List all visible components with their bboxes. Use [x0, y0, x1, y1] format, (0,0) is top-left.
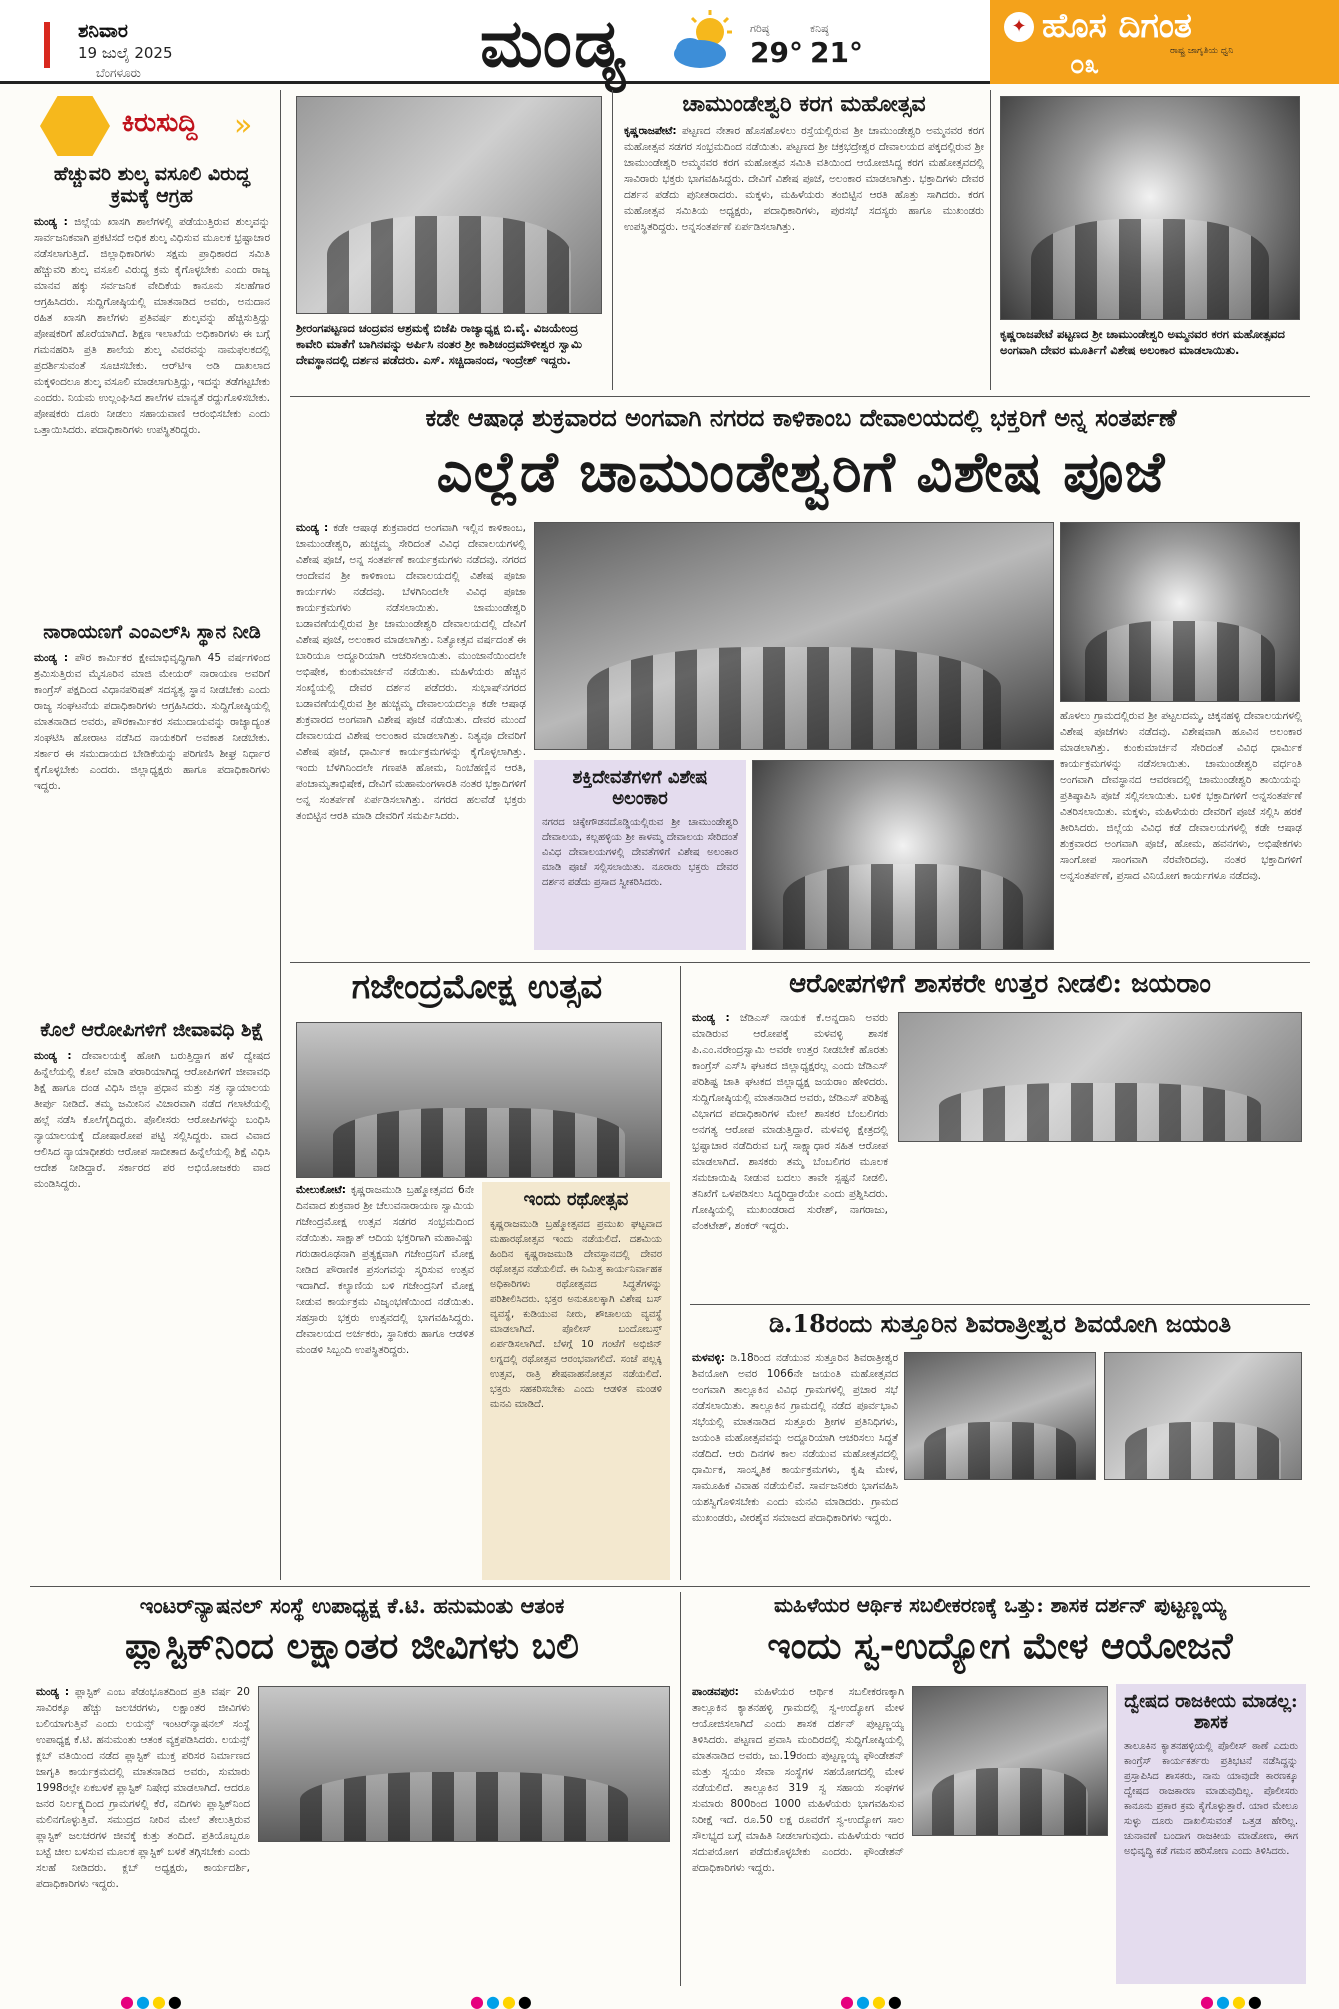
column-rule-bottom [680, 1592, 681, 1986]
photo-devotees-crowd [534, 522, 1054, 750]
shakti-body: ನಗರದ ಚಿಕ್ಕೇಗೌಡನದೊಡ್ಡಿಯಲ್ಲಿರುವ ಶ್ರೀ ಚಾಮುಂಡೇಶ್ವರಿ ದೇವಾಲಯ, ಕಲ್ಲಹಳ್ಳಿಯ ಶ್ರೀ ಕಾಳಮ್ಮ ದೇವಾಲಯ ಸೇರಿದಂತೆ ವಿವಿಧ ದೇವಾಲಯಗಳಲ್ಲಿ ದೇವತೆಗಳಿಗೆ ವಿಶೇಷ ಅಲಂಕಾರ ಮಾಡಿ ಪೂಜೆ ಸಲ್ಲಿಸಲಾಯಿತು. ನೂರಾರು ಭಕ್ತರು ದೇವರ ದರ್ಶನ ಪಡೆದು ಪ್ರಸಾದ ಸ್ವೀಕರಿಸಿದರು. [542, 817, 738, 889]
lead-right-body: ಹೊಳಲು ಗ್ರಾಮದಲ್ಲಿರುವ ಶ್ರೀ ಪಟ್ಟಲದಮ್ಮ, ಚಿಕ್ಕನಹಳ್ಳಿ ದೇವಾಲಯಗಳಲ್ಲಿ ವಿಶೇಷ ಪೂಜೆಗಳು ನಡೆದವು. ವಿಶೇಷವಾಗಿ ಹೂವಿನ ಅಲಂಕಾರ ಮಾಡಲಾಗಿತ್ತು. ಕುಂಕುಮಾರ್ಚನೆ ಸೇರಿದಂತೆ ವಿವಿಧ ಧಾರ್ಮಿಕ ಕಾರ್ಯಕ್ರಮಗಳನ್ನು ನಡೆಸಲಾಯಿತು. ಚಾಮುಂಡೇಶ್ವರಿ ವರ್ಧಂತಿ ಅಂಗವಾಗಿ ದೇವಸ್ಥಾನದ ಆವರಣದಲ್ಲಿ ಚಾಮುಂಡೇಶ್ವರಿ ತಾಯಿಯನ್ನು ಪ್ರತಿಷ್ಠಾಪಿಸಿ ಪೂಜೆ ಸಲ್ಲಿಸಲಾಯಿತು. ಬಳಿಕ ಭಕ್ತಾದಿಗಳಿಗೆ ಅನ್ನಸಂತರ್ಪಣೆ ವಿತರಿಸಲಾಯಿತು. ಮಕ್ಕಳು, ಮಹಿಳೆಯರು ದೇವರಿಗೆ ಪೂಜೆ ಸಲ್ಲಿಸಿ ಹರಕೆ ತೀರಿಸಿದರು. ಜಿಲ್ಲೆಯ ವಿವಿಧ ಕಡೆ ದೇವಾಲಯಗಳಲ್ಲಿ ಕಡೇ ಆಷಾಢ ಶುಕ್ರವಾರದ ಅಂಗವಾಗಿ ಪೂಜೆ, ಹೋಮ, ಹವನಗಳು, ಅಭಿಷೇಕಗಳು ಸಾಂಗೋಪ ಸಾಂಗವಾಗಿ ನೆರವೇರಿದವು. ನಂತರ ಭಕ್ತಾದಿಗಳಿಗೆ ಅನ್ನಸಂತರ್ಪಣೆ, ಪ್ರಸಾದ ವಿನಿಯೋಗ ಕಾರ್ಯಗಳೂ ನಡೆದವು. [1060, 710, 1302, 882]
brief-1 [34, 164, 270, 614]
rathotsava-headline: ಇಂದು ರಥೋತ್ಸವ [523, 1189, 629, 1210]
plastic-dateline: ಮಂಡ್ಯ : [36, 1686, 70, 1698]
karaga-dateline: ಕೃಷ್ಣರಾಜಪೇಟೆ: [624, 125, 677, 138]
max-temp-box [750, 22, 806, 69]
min-temp-box [810, 22, 866, 69]
print-registration-marks: ●●●● [470, 1992, 534, 2009]
karaga-article [624, 92, 984, 390]
lead-right-col [1060, 708, 1302, 960]
photo-karaga-idol [1000, 96, 1300, 320]
brief-1-body: ಜಿಲ್ಲೆಯ ಖಾಸಗಿ ಶಾಲೆಗಳಲ್ಲಿ ಪಡೆಯುತ್ತಿರುವ ಶುಲ್ಕವನ್ನು ಸಾರ್ವಜನಿಕವಾಗಿ ಪ್ರಕಟಿಸದೆ ಅಧಿಕ ಶುಲ್ಕ ವಿಧಿಸುವ ಮೂಲಕ ಭ್ರಷ್ಟಾಚಾರ ನಡೆಸಲಾಗುತ್ತಿದೆ. ಜಿಲ್ಲಾಧಿಕಾರಿಗಳು ಸಕ್ಷಮ ಪ್ರಾಧಿಕಾರದ ಸಮಿತಿ ಹೆಚ್ಚುವರಿ ಶುಲ್ಕ ವಸೂಲಿ ವಿರುದ್ಧ ಕ್ರಮ ಕೈಗೊಳ್ಳಬೇಕು ಎಂದು ರಾಜ್ಯ ಮಾನವ ಹಕ್ಕು ಸರ್ವಜನಿಕ ವೇದಿಕೆಯ ಕಾನೂನು ಸಲಹೆಗಾರ ಆಗ್ರಹಿಸಿದರು. ಸುದ್ದಿಗೋಷ್ಠಿಯಲ್ಲಿ ಮಾತನಾಡಿದ ಅವರು, ಅನುದಾನ ರಹಿತ ಖಾಸಗಿ ಶಾಲೆಗಳು ಪ್ರತಿವರ್ಷ ಶುಲ್ಕವನ್ನು ಹೆಚ್ಚಿಸುತ್ತಿದ್ದು ಪೋಷಕರಿಗೆ ಹೊರೆಯಾಗಿದೆ. ಶಿಕ್ಷಣ ಇಲಾಖೆಯ ಅಧಿಕಾರಿಗಳು ಈ ಬಗ್ಗೆ ಗಮನಹರಿಸಿ ಪ್ರತಿ ಶಾಲೆಯ ಶುಲ್ಕ ವಿವರವನ್ನು ನಾಮಫಲಕದಲ್ಲಿ ಪ್ರದರ್ಶಿಸುವಂತೆ ಸೂಚಿಸಬೇಕು. ಆರ್‌ಟಿಇ ಅಡಿ ದಾಖಲಾದ ಮಕ್ಕಳಿಂದಲೂ ಶುಲ್ಕ ವಸೂಲಿ ಮಾಡಲಾಗುತ್ತಿದ್ದು, ಇದನ್ನು ತಡೆಗಟ್ಟಬೇಕು ಎಂದರು. ನಿಯಮ ಉಲ್ಲಂಘಿಸಿದ ಶಾಲೆಗಳ ಮಾನ್ಯತೆ ರದ್ದುಗೊಳಿಸಬೇಕು. ಪೋಷಕರು ದೂರು ನೀಡಲು ಸಹಾಯವಾಣಿ ಆರಂಭಿಸಬೇಕು ಎಂದು ಒತ್ತಾಯಿಸಿದರು. ಪದಾಧಿಕಾರಿಗಳು ಉಪಸ್ಥಿತರಿದ್ದರು. [34, 215, 270, 436]
photo-goddess-alankara [1060, 522, 1300, 702]
issue-date: 19 ಜುಲೈ 2025 [78, 44, 173, 62]
page-number: ೦೩ [1070, 50, 1100, 80]
photo-gajendra-utsava [296, 1022, 662, 1178]
kiru-suddi-label: ಕಿರುಸುದ್ದಿ [122, 108, 198, 138]
column-rule-left [280, 90, 281, 1580]
section-title: ಮಂಡ್ಯ [480, 4, 628, 82]
photo-plastic-awareness [258, 1686, 670, 1842]
karaga-headline: ಚಾಮುಂಡೇಶ್ವರಿ ಕರಗ ಮಹೋತ್ಸವ [682, 92, 926, 117]
date-rule [44, 22, 50, 68]
shivayogi-body: ಡಿ.18ರಿಂದ ನಡೆಯುವ ಸುತ್ತೂರಿನ ಶಿವರಾತ್ರೀಶ್ವರ ಶಿವಯೋಗಿ ಅವರ 1066ನೇ ಜಯಂತಿ ಮಹೋತ್ಸವದ ಅಂಗವಾಗಿ ತಾಲ್ಲೂಕಿನ ವಿವಿಧ ಗ್ರಾಮಗಳಲ್ಲಿ ಪ್ರಚಾರ ಸಭೆ ನಡೆಸಲಾಯಿತು. ತಾಲ್ಲೂಕಿನ ಗ್ರಾಮದಲ್ಲಿ ನಡೆದ ಪೂರ್ವಭಾವಿ ಸಭೆಯಲ್ಲಿ ಮಾತನಾಡಿದ ಸುತ್ತೂರು ಶ್ರೀಗಳ ಪ್ರತಿನಿಧಿಗಳು, ಜಯಂತಿ ಮಹೋತ್ಸವವನ್ನು ಅದ್ದೂರಿಯಾಗಿ ಆಚರಿಸಲು ಸಿದ್ಧತೆ ನಡೆದಿದೆ. ಆರು ದಿನಗಳ ಕಾಲ ನಡೆಯುವ ಮಹೋತ್ಸವದಲ್ಲಿ ಧಾರ್ಮಿಕ, ಸಾಂಸ್ಕೃತಿಕ ಕಾರ್ಯಕ್ರಮಗಳು, ಕೃಷಿ ಮೇಳ, ಸಾಮೂಹಿಕ ವಿವಾಹ ನಡೆಯಲಿವೆ. ಸಾರ್ವಜನಿಕರು ಭಾಗವಹಿಸಿ ಯಶಸ್ವಿಗೊಳಿಸಬೇಕು ಎಂದು ಮನವಿ ಮಾಡಿದರು. ಗ್ರಾಮದ ಮುಖಂಡರು, ವೀರಶೈವ ಸಮಾಜದ ಪದಾಧಿಕಾರಿಗಳು ಇದ್ದರು. [692, 1352, 898, 1524]
row-rule-4 [30, 1586, 1310, 1587]
udyoga-body-col [692, 1684, 904, 1984]
masthead [0, 0, 1339, 84]
print-registration-marks: ●●●● [840, 1992, 904, 2009]
plastic-headline: ಪ್ಲಾಸ್ಟಿಕ್‌ನಿಂದ ಲಕ್ಷಾಂತರ ಜೀವಿಗಳು ಬಲಿ [125, 1626, 579, 1667]
row-rule-3 [690, 1304, 1310, 1305]
row-rule-2 [290, 962, 1310, 963]
udyoga-body: ಮಹಿಳೆಯರ ಆರ್ಥಿಕ ಸಬಲೀಕರಣಕ್ಕಾಗಿ ತಾಲ್ಲೂಕಿನ ಕ್ಯಾತನಹಳ್ಳಿ ಗ್ರಾಮದಲ್ಲಿ ಸ್ವ-ಉದ್ಯೋಗ ಮೇಳ ಆಯೋಜಿಸಲಾಗಿದೆ ಎಂದು ಶಾಸಕ ದರ್ಶನ್ ಪುಟ್ಟಣ್ಣಯ್ಯ ತಿಳಿಸಿದರು. ಪಟ್ಟಣದ ಪ್ರವಾಸಿ ಮಂದಿರದಲ್ಲಿ ಸುದ್ದಿಗೋಷ್ಠಿಯಲ್ಲಿ ಮಾತನಾಡಿದ ಅವರು, ಜು.19ರಂದು ಪುಟ್ಟಣ್ಣಯ್ಯ ಫೌಂಡೇಶನ್ ಮತ್ತು ಸ್ವಯಂ ಸೇವಾ ಸಂಸ್ಥೆಗಳ ಸಹಯೋಗದಲ್ಲಿ ಮೇಳ ನಡೆಯಲಿದೆ. ತಾಲ್ಲೂಕಿನ 319 ಸ್ವ ಸಹಾಯ ಸಂಘಗಳ ಸುಮಾರು 800ರಿಂದ 1000 ಮಹಿಳೆಯರು ಭಾಗವಹಿಸುವ ನಿರೀಕ್ಷೆ ಇದೆ. ರೂ.50 ಲಕ್ಷ ರೂವರೆಗೆ ಸ್ವ-ಉದ್ಯೋಗ ಸಾಲ ಸೌಲಭ್ಯದ ಬಗ್ಗೆ ಮಾಹಿತಿ ನೀಡಲಾಗುವುದು. ಮಹಿಳೆಯರು ಇದರ ಸದುಪಯೋಗ ಪಡೆದುಕೊಳ್ಳಬೇಕು ಎಂದರು. ಫೌಂಡೇಶನ್ ಪದಾಧಿಕಾರಿಗಳು ಇದ್ದರು. [692, 1686, 904, 1874]
udyoga-headline: ಇಂದು ಸ್ವ-ಉದ್ಯೋಗ ಮೇಳ ಆಯೋಜನೆ [767, 1626, 1233, 1667]
gajendra-body: ಕೃಷ್ಣರಾಜಮುಡಿ ಬ್ರಹ್ಮೋತ್ಸವದ 6ನೇ ದಿನವಾದ ಶುಕ್ರವಾರ ಶ್ರೀ ಚೆಲುವನಾರಾಯಣ ಸ್ವಾಮಿಯ ಗಜೇಂದ್ರಮೋಕ್ಷ ಉತ್ಸವ ಸಡಗರ ಸಂಭ್ರಮದಿಂದ ನಡೆಯಿತು. ಸಾಕ್ಷಾತ್ ಆದಿಯ ಭಕ್ತರಿಗಾಗಿ ಮಹಾವಿಷ್ಣು ಗರುಡಾರೂಢನಾಗಿ ಪ್ರತ್ಯಕ್ಷವಾಗಿ ಗಜೇಂದ್ರನಿಗೆ ಮೋಕ್ಷ ನೀಡಿದ ಪೌರಾಣಿಕ ಪ್ರಸಂಗವನ್ನು ಸ್ಮರಿಸುವ ಉತ್ಸವ ಇದಾಗಿದೆ. ಕಲ್ಯಾಣಿಯ ಬಳಿ ಗಜೇಂದ್ರನಿಗೆ ಮೋಕ್ಷ ನೀಡುವ ಕಾರ್ಯಕ್ರಮ ವಿಜೃಂಭಣೆಯಿಂದ ನಡೆಯಿತು. ಸಹಸ್ರಾರು ಭಕ್ತರು ಉತ್ಸವದಲ್ಲಿ ಭಾಗವಹಿಸಿದ್ದರು. ದೇವಾಲಯದ ಅರ್ಚಕರು, ಸ್ಥಾನಿಕರು ಹಾಗೂ ಆಡಳಿತ ಮಂಡಳಿ ಸಿಬ್ಬಂದಿ ಉಪಸ್ಥಿತರಿದ್ದರು. [296, 1184, 474, 1356]
brief-2-headline: ನಾರಾಯಣಗೆ ಎಂಎಲ್‌ಸಿ ಸ್ಥಾನ ನೀಡಿ [43, 622, 261, 643]
brief-1-headline: ಹೆಚ್ಚುವರಿ ಶುಲ್ಕ ವಸೂಲಿ ವಿರುದ್ಧ ಕ್ರಮಕ್ಕೆ ಆಗ್ರಹ [53, 164, 251, 207]
dvesha-box [1116, 1684, 1306, 1984]
brief-2-body: ಪೌರ ಕಾರ್ಮಿಕರ ಕ್ಷೇಮಾಭಿವೃದ್ಧಿಗಾಗಿ 45 ವರ್ಷಗಳಿಂದ ಶ್ರಮಿಸುತ್ತಿರುವ ಮೈಸೂರಿನ ಮಾಜಿ ಮೇಯರ್ ನಾರಾಯಣ ಅವರಿಗೆ ಕಾಂಗ್ರೆಸ್ ಪಕ್ಷದಿಂದ ವಿಧಾನಪರಿಷತ್ ಸದಸ್ಯತ್ವ ಸ್ಥಾನ ನೀಡಬೇಕು ಎಂದು ರಾಜ್ಯ ಸಂಘಟನೆಯ ಪದಾಧಿಕಾರಿಗಳು ಆಗ್ರಹಿಸಿದರು. ಸುದ್ದಿಗೋಷ್ಠಿಯಲ್ಲಿ ಮಾತನಾಡಿದ ಅವರು, ಪೌರಕಾರ್ಮಿಕರ ಸಮುದಾಯವನ್ನು ರಾಜ್ಯಾದ್ಯಂತ ಸಂಘಟಿಸಿ ಹೋರಾಟ ನಡೆಸಿದ ನಾಯಕರಿಗೆ ಅವಕಾಶ ನೀಡಬೇಕು. ಸರ್ಕಾರ ಈ ಸಮುದಾಯದ ಬೇಡಿಕೆಯನ್ನು ಪರಿಗಣಿಸಿ ಶೀಘ್ರ ನಿರ್ಧಾರ ಕೈಗೊಳ್ಳಬೇಕು ಎಂದರು. ಜಿಲ್ಲಾಧ್ಯಕ್ಷರು ಹಾಗೂ ಪದಾಧಿಕಾರಿಗಳು ಇದ್ದರು. [34, 651, 270, 792]
min-temp-value: 21° [810, 36, 863, 69]
jayaram-dateline: ಮಂಡ್ಯ : [692, 1012, 730, 1024]
plastic-kicker: ಇಂಟರ್‌ನ್ಯಾಷನಲ್ ಸಂಸ್ಥೆ ಉಪಾಧ್ಯಕ್ಷ ಕೆ.ಟಿ. ಹನುಮಂತು ಆತಂಕ [139, 1594, 565, 1618]
brand-logo-icon: ✦ [1004, 12, 1034, 42]
weather-sun-cloud-icon [670, 10, 740, 72]
lead-kicker: ಕಡೇ ಆಷಾಢ ಶುಕ್ರವಾರದ ಅಂಗವಾಗಿ ನಗರದ ಕಾಳಿಕಾಂಬ ದೇವಾಲಯದಲ್ಲಿ ಭಕ್ತರಿಗೆ ಅನ್ನ ಸಂತರ್ಪಣೆ [425, 404, 1177, 432]
brand-banner [990, 0, 1339, 84]
rathotsava-body: ಕೃಷ್ಣರಾಜಮುಡಿ ಬ್ರಹ್ಮೋತ್ಸವದ ಪ್ರಮುಖ ಘಟ್ಟವಾದ ಮಹಾರಥೋತ್ಸವ ಇಂದು ನಡೆಯಲಿದೆ. ದಶಮಿಯ ಹಿಂದಿನ ಕೃಷ್ಣರಾಜಮುಡಿ ದೇವಸ್ಥಾನದಲ್ಲಿ ದೇವರ ರಥೋತ್ಸವ ನಡೆಯಲಿದೆ. ಈ ನಿಮಿತ್ತ ಕಾರ್ಯನಿರ್ವಾಹಕ ಅಧಿಕಾರಿಗಳು ರಥೋತ್ಸವದ ಸಿದ್ಧತೆಗಳನ್ನು ಪರಿಶೀಲಿಸಿದರು. ಭಕ್ತರ ಅನುಕೂಲಕ್ಕಾಗಿ ವಿಶೇಷ ಬಸ್ ವ್ಯವಸ್ಥೆ, ಕುಡಿಯುವ ನೀರು, ಶೌಚಾಲಯ ವ್ಯವಸ್ಥೆ ಮಾಡಲಾಗಿದೆ. ಪೊಲೀಸ್ ಬಂದೋಬಸ್ತ್ ಏರ್ಪಡಿಸಲಾಗಿದೆ. ಬೆಳಗ್ಗೆ 10 ಗಂಟೆಗೆ ಅಭಿಜಿನ್ ಲಗ್ನದಲ್ಲಿ ರಥೋತ್ಸವ ಆರಂಭವಾಗಲಿದೆ. ಸಂಜೆ ಪಲ್ಲಕ್ಕಿ ಉತ್ಸವ, ರಾತ್ರಿ ಶೇಷವಾಹನೋತ್ಸವ ನಡೆಯಲಿದೆ. ಭಕ್ತರು ಸಹಕರಿಸಬೇಕು ಎಂದು ಆಡಳಿತ ಮಂಡಳಿ ಮನವಿ ಮಾಡಿದೆ. [490, 1218, 662, 1410]
brief-2-dateline: ಮಂಡ್ಯ : [34, 651, 69, 664]
jayaram-body-col [692, 1010, 888, 1300]
brief-2 [34, 622, 270, 1012]
brief-1-dateline: ಮಂಡ್ಯ : [34, 215, 68, 228]
photo-vijayendra-bagina [296, 96, 602, 314]
dvesha-body: ತಾಲೂಕಿನ ಕ್ಯಾತನಹಳ್ಳಿಯಲ್ಲಿ ಪೊಲೀಸ್ ಠಾಣೆ ಎದುರು ಕಾಂಗ್ರೆಸ್ ಕಾರ್ಯಕರ್ತರು ಪ್ರತಿಭಟನೆ ನಡೆಸಿದ್ದನ್ನು ಪ್ರಸ್ತಾಪಿಸಿದ ಶಾಸಕರು, ನಾನು ಯಾವುದೇ ಕಾರಣಕ್ಕೂ ದ್ವೇಷದ ರಾಜಕಾರಣ ಮಾಡುವುದಿಲ್ಲ. ಪೊಲೀಸರು ಕಾನೂನು ಪ್ರಕಾರ ಕ್ರಮ ಕೈಗೊಳ್ಳುತ್ತಾರೆ. ಯಾರ ಮೇಲೂ ಸುಳ್ಳು ದೂರು ದಾಖಲಿಸುವಂತೆ ಒತ್ತಡ ಹೇರಿಲ್ಲ. ಚುನಾವಣೆ ಬಂದಾಗ ರಾಜಕೀಯ ಮಾಡೋಣ, ಈಗ ಅಭಿವೃದ್ಧಿ ಕಡೆ ಗಮನ ಹರಿಸೋಣ ಎಂದು ತಿಳಿಸಿದರು. [1124, 1741, 1298, 1858]
column-rule-top-2 [990, 90, 991, 390]
hand-pointing-icon [40, 96, 110, 156]
gajendra-headline: ಗಜೇಂದ್ರಮೋಕ್ಷ ಉತ್ಸವ [351, 968, 603, 1007]
photo-mla-portrait [912, 1686, 1108, 1836]
max-temp-value: 29° [750, 36, 803, 69]
karaga-body: ಪಟ್ಟಣದ ನೇತಾರ ಹೊಸಹೊಳಲು ರಸ್ತೆಯಲ್ಲಿರುವ ಶ್ರೀ ಚಾಮುಂಡೇಶ್ವರಿ ಅಮ್ಮನವರ ಕರಗ ಮಹೋತ್ಸವ ಸಡಗರ ಸಂಭ್ರಮದಿಂದ ನಡೆಯಿತು. ಪಟ್ಟಣದ ಶ್ರೀ ಚಕ್ರಭದ್ರೇಶ್ವರ ದೇವಾಲಯದ ಪಕ್ಕದಲ್ಲಿರುವ ಶ್ರೀ ಚಾಮುಂಡೇಶ್ವರಿ ಅಮ್ಮನವರ ಕರಗ ಮಹೋತ್ಸವ ಸಮಿತಿ ವತಿಯಿಂದ ಆಯೋಜಿಸಿದ್ದ ಕರಗ ಮಹೋತ್ಸವದಲ್ಲಿ ಸಾವಿರಾರು ಭಕ್ತರು ಭಾಗವಹಿಸಿದ್ದರು. ದೇವಿಗೆ ವಿಶೇಷ ಪೂಜೆ, ಅಲಂಕಾರ ಮಾಡಲಾಗಿತ್ತು. ಭಕ್ತಾದಿಗಳು ದೇವರ ದರ್ಶನ ಪಡೆದು ಪುನೀತರಾದರು. ಮಕ್ಕಳು, ಮಹಿಳೆಯರು ತಂಬಿಟ್ಟಿನ ಆರತಿ ಹೊತ್ತು ಸಾಗಿದರು. ಕರಗ ಮಹೋತ್ಸವ ಸಮಿತಿಯ ಅಧ್ಯಕ್ಷರು, ಪದಾಧಿಕಾರಿಗಳು, ಪುರಸಭೆ ಸದಸ್ಯರು ಹಾಗೂ ಮುಖಂಡರು ಉಪಸ್ಥಿತರಿದ್ದರು. ಅನ್ನಸಂತರ್ಪಣೆ ಏರ್ಪಡಿಸಲಾಗಿತ್ತು. [624, 125, 984, 234]
max-temp-label: ಗರಿಷ್ಠ [750, 22, 770, 35]
lead-body-col [296, 520, 526, 960]
lead-body: ಕಡೇ ಆಷಾಢ ಶುಕ್ರವಾರದ ಅಂಗವಾಗಿ ಇಲ್ಲಿನ ಕಾಳಿಕಾಂಬ, ಚಾಮುಂಡೇಶ್ವರಿ, ಹುಚ್ಚಮ್ಮ ಸೇರಿದಂತೆ ವಿವಿಧ ದೇವಾಲಯಗಳಲ್ಲಿ ವಿಶೇಷ ಪೂಜೆ, ಅನ್ನ ಸಂತರ್ಪಣೆ ಕಾರ್ಯಕ್ರಮಗಳು ನಡೆದವು. ನಗರದ ಆಂದೇವನ ಶ್ರೀ ಕಾಳಿಕಾಂಬ ದೇವಾಲಯದಲ್ಲಿ ವಿಶೇಷ ಪೂಜಾ ಕಾರ್ಯಗಳು ನಡೆದವು. ಬೆಳಗಿನಿಂದಲೇ ವಿವಿಧ ಪೂಜಾ ಕಾರ್ಯಕ್ರಮಗಳು ನಡೆಸಲಾಯಿತು. ಚಾಮುಂಡೇಶ್ವರಿ ಬಡಾವಣೆಯಲ್ಲಿರುವ ಶ್ರೀ ಚಾಮುಂಡೇಶ್ವರಿ ದೇವಾಲಯದಲ್ಲಿ ದೇವಿಗೆ ವಿಶೇಷ ಪೂಜೆ, ಅಲಂಕಾರ ಮಾಡಲಾಗಿತ್ತು. ನಿತ್ಯೋತ್ಸವ ವರ್ಷದಂತೆ ಈ ಬಾರಿಯೂ ಅದ್ದೂರಿಯಾಗಿ ಆಚರಿಸಲಾಯಿತು. ಮುಂಜಾನೆಯಿಂದಲೇ ಅಭಿಷೇಕ, ಕುಂಕುಮಾರ್ಚನೆ ನಡೆಯಿತು. ಮಹಿಳೆಯರು ಹೆಚ್ಚಿನ ಸಂಖ್ಯೆಯಲ್ಲಿ ದೇವರ ದರ್ಶನ ಪಡೆದರು. ಸುಭಾಷ್‌ನಗರದ ಬಡಾವಣೆಯಲ್ಲಿರುವ ಶ್ರೀ ಹುಚ್ಚಮ್ಮ ದೇವಾಲಯದಲ್ಲೂ ಕಡೇ ಆಷಾಢ ಶುಕ್ರವಾರದ ಅಂಗವಾಗಿ ವಿಶೇಷ ಪೂಜೆ ನಡೆಯಿತು. ದೇವರ ಮುಂದೆ ದೇವಾಲಯದ ವಿಶೇಷ ಅಲಂಕಾರ ಮಾಡಲಾಗಿತ್ತು. ನಿತ್ಯವೂ ದೇವರಿಗೆ ವಿಶೇಷ ಪೂಜೆ, ಧಾರ್ಮಿಕ ಕಾರ್ಯಕ್ರಮಗಳನ್ನು ಕೈಗೊಳ್ಳಲಾಗಿತ್ತು. ಇಂದು ಬೆಳಗಿನಿಂದಲೇ ಗಣಪತಿ ಹೋಮ, ನಿಂಬೆಹಣ್ಣಿನ ಆರತಿ, ಪಂಚಾಮೃತಾಭಿಷೇಕ, ದೇವಿಗೆ ಮಹಾಮಂಗಳಾರತಿ ನಂತರ ಭಕ್ತಾದಿಗಳಿಗೆ ಅನ್ನ ಸಂತರ್ಪಣೆ ಏರ್ಪಡಿಸಲಾಗಿತ್ತು. ನಗರದ ಹಲವೆಡೆ ಭಕ್ತರು ತಂಬಿಟ್ಟಿನ ಆರತಿ ಮಾಡಿ ದೇವರಿಗೆ ಸಮರ್ಪಿಸಿದರು. [296, 522, 526, 822]
plastic-body: ಪ್ಲಾಸ್ಟಿಕ್ ಎಂಬ ಪೆಡಂಭೂತದಿಂದ ಪ್ರತಿ ವರ್ಷ 20 ಸಾವಿರಕ್ಕೂ ಹೆಚ್ಚು ಜಲಚರಗಳು, ಲಕ್ಷಾಂತರ ಜೀವಿಗಳು ಬಲಿಯಾಗುತ್ತಿವೆ ಎಂದು ಲಯನ್ಸ್ ಇಂಟರ್‌ನ್ಯಾಷನಲ್ ಸಂಸ್ಥೆ ಉಪಾಧ್ಯಕ್ಷ ಕೆ.ಟಿ. ಹನುಮಂತು ಆತಂಕ ವ್ಯಕ್ತಪಡಿಸಿದರು. ಲಯನ್ಸ್ ಕ್ಲಬ್ ವತಿಯಿಂದ ನಡೆದ ಪ್ಲಾಸ್ಟಿಕ್ ಮುಕ್ತ ಪರಿಸರ ನಿರ್ಮಾಣದ ಜಾಗೃತಿ ಕಾರ್ಯಕ್ರಮದಲ್ಲಿ ಮಾತನಾಡಿದ ಅವರು, ಸುಮಾರು 1998ರಲ್ಲೇ ಏಕಬಳಕೆ ಪ್ಲಾಸ್ಟಿಕ್ ನಿಷೇಧ ಮಾಡಲಾಗಿದೆ. ಆದರೂ ಜನರ ನಿರ್ಲಕ್ಷ್ಯದಿಂದ ಗ್ರಾಮಗಳಲ್ಲಿ ಕೆರೆ, ನದಿಗಳು ಪ್ಲಾಸ್ಟಿಕ್‌ನಿಂದ ಮಲಿನಗೊಳ್ಳುತ್ತಿವೆ. ಸಮುದ್ರದ ನೀರಿನ ಮೇಲೆ ತೇಲುತ್ತಿರುವ ಪ್ಲಾಸ್ಟಿಕ್ ಜಲಚರಗಳ ಜೀವಕ್ಕೆ ಕುತ್ತು ತಂದಿದೆ. ಪ್ರತಿಯೊಬ್ಬರೂ ಬಟ್ಟೆ ಚೀಲ ಬಳಸುವ ಮೂಲಕ ಪ್ಲಾಸ್ಟಿಕ್ ಬಳಕೆ ತಗ್ಗಿಸಬೇಕು ಎಂದು ಸಲಹೆ ನೀಡಿದರು. ಕ್ಲಬ್ ಅಧ್ಯಕ್ಷರು, ಕಾರ್ಯದರ್ಶಿ, ಪದಾಧಿಕಾರಿಗಳು ಇದ್ದರು. [36, 1686, 250, 1890]
column-rule-mid [680, 966, 681, 1580]
brand-tagline: ರಾಷ್ಟ್ರ ಜಾಗೃತಿಯ ಧ್ವನಿ [1170, 46, 1234, 56]
jayaram-body: ಜೆಡಿಎಸ್ ನಾಯಕ ಕೆ.ಅನ್ನದಾನಿ ಅವರು ಮಾಡಿರುವ ಆರೋಪಕ್ಕೆ ಮಳವಳ್ಳಿ ಶಾಸಕ ಪಿ.ಎಂ.ನರೇಂದ್ರಸ್ವಾಮಿ ಅವರೇ ಉತ್ತರ ನೀಡಬೇಕೆ ಹೊರತು ಕಾಂಗ್ರೆಸ್ ಎಸ್‌ಸಿ ಘಟಕದ ಜಿಲ್ಲಾಧ್ಯಕ್ಷರಲ್ಲ ಎಂದು ಜೆಡಿಎಸ್ ಪರಿಶಿಷ್ಟ ಜಾತಿ ಘಟಕದ ಜಿಲ್ಲಾಧ್ಯಕ್ಷ ಜಯರಾಂ ಹೇಳಿದರು. ಸುದ್ದಿಗೋಷ್ಠಿಯಲ್ಲಿ ಮಾತನಾಡಿದ ಅವರು, ಜೆಡಿಎಸ್ ಪರಿಶಿಷ್ಟ ವಿಭಾಗದ ಪದಾಧಿಕಾರಿಗಳ ಮೇಲೆ ಶಾಸಕರ ಬೆಂಬಲಿಗರು ಅನಗತ್ಯ ಆರೋಪ ಮಾಡುತ್ತಿದ್ದಾರೆ. ಮಳವಳ್ಳಿ ಕ್ಷೇತ್ರದಲ್ಲಿ ಭ್ರಷ್ಟಾಚಾರ ನಡೆದಿರುವ ಬಗ್ಗೆ ಸಾಕ್ಷ್ಯಾಧಾರ ಸಹಿತ ಆರೋಪ ಮಾಡಲಾಗಿದೆ. ಶಾಸಕರು ತಮ್ಮ ಬೆಂಬಲಿಗರ ಮೂಲಕ ಸಮಜಾಯಿಷಿ ನೀಡುವ ಬದಲು ತಾವೇ ಸ್ಪಷ್ಟನೆ ನೀಡಲಿ. ತನಿಖೆಗೆ ಒಳಪಡಿಸಲು ಸಿದ್ಧರಿದ್ದಾರೆಯೇ ಎಂದು ಪ್ರಶ್ನಿಸಿದರು. ಗೋಷ್ಠಿಯಲ್ಲಿ ಮುಖಂಡರಾದ ಸುರೇಶ್, ನಾಗರಾಜು, ವೆಂಕಟೇಶ್, ಶಂಕರ್ ಇದ್ದರು. [692, 1012, 888, 1232]
brand-name: ಹೊಸ ದಿಗಂತ [1042, 6, 1192, 46]
jayaram-headline: ಆರೋಪಗಳಿಗೆ ಶಾಸಕರೇ ಉತ್ತರ ನೀಡಲಿ: ಜಯರಾಂ [789, 970, 1211, 999]
print-registration-marks: ●●●● [1200, 1992, 1264, 2009]
plastic-body-col [36, 1684, 250, 1984]
shivayogi-body-col [692, 1350, 898, 1580]
photo-vijayendra-caption: ಶ್ರೀರಂಗಪಟ್ಟಣದ ಚಂದ್ರವನ ಆಶ್ರಮಕ್ಕೆ ಬಿಜೆಪಿ ರಾಜ್ಯಾಧ್ಯಕ್ಷ ಬಿ.ವೈ. ವಿಜಯೇಂದ್ರ ಕಾವೇರಿ ಮಾತೆಗೆ ಬಾಗಿನವನ್ನು ಅರ್ಪಿಸಿ ನಂತರ ಶ್ರೀ ಕಾಶಿಚಂದ್ರಮೌಳೀಶ್ವರ ಸ್ವಾಮಿ ದೇವಸ್ಥಾನದಲ್ಲಿ ದರ್ಶನ ಪಡೆದರು. ಎಸ್. ಸಚ್ಚಿದಾನಂದ, ಇಂದ್ರೇಶ್ ಇದ್ದರು. [296, 321, 582, 367]
lead-headline: ಎಲ್ಲೆಡೆ ಚಾಮುಂಡೇಶ್ವರಿಗೆ ವಿಶೇಷ ಪೂಜೆ [436, 440, 1166, 505]
shakti-box [534, 760, 746, 950]
brief-3-dateline: ಮಂಡ್ಯ : [34, 1049, 72, 1062]
gajendra-dateline: ಮೇಲುಕೋಟೆ: [296, 1184, 346, 1196]
photo-shivayogi-crowd [1104, 1352, 1302, 1480]
print-registration-marks: ●●●● [120, 1992, 184, 2009]
udyoga-dateline: ಪಾಂಡವಪುರ: [692, 1686, 739, 1698]
shivayogi-dateline: ಮಳವಳ್ಳಿ: [692, 1352, 726, 1364]
rathotsava-box [482, 1182, 670, 1580]
shakti-headline: ಶಕ್ತಿದೇವತೆಗಳಿಗೆ ವಿಶೇಷ ಅಲಂಕಾರ [572, 767, 708, 809]
dvesha-headline: ದ್ವೇಷದ ರಾಜಕೀಯ ಮಾಡಲ್ಲ: ಶಾಸಕ [1124, 1691, 1298, 1733]
brief-3-body: ದೇವಾಲಯಕ್ಕೆ ಹೋಗಿ ಬರುತ್ತಿದ್ದಾಗ ಹಳೆ ದ್ವೇಷದ ಹಿನ್ನೆಲೆಯಲ್ಲಿ ಕೊಲೆ ಮಾಡಿ ಪರಾರಿಯಾಗಿದ್ದ ಆರೋಪಿಗಳಿಗೆ ಜೀವಾವಧಿ ಶಿಕ್ಷೆ ಹಾಗೂ ದಂಡ ವಿಧಿಸಿ ಜಿಲ್ಲಾ ಪ್ರಧಾನ ಮತ್ತು ಸತ್ರ ನ್ಯಾಯಾಲಯ ತೀರ್ಪು ನೀಡಿದೆ. ತಮ್ಮ ಜಮೀನಿನ ವಿಚಾರವಾಗಿ ನಡೆದ ಗಲಾಟೆಯಲ್ಲಿ ಹಲ್ಲೆ ನಡೆಸಿ ಕೊಲೆಗೈದಿದ್ದರು. ಪೊಲೀಸರು ಆರೋಪಿಗಳನ್ನು ಬಂಧಿಸಿ ನ್ಯಾಯಾಲಯಕ್ಕೆ ದೋಷಾರೋಪ ಪಟ್ಟಿ ಸಲ್ಲಿಸಿದ್ದರು. ವಾದ ವಿವಾದ ಆಲಿಸಿದ ನ್ಯಾಯಾಧೀಶರು ಆರೋಪ ಸಾಬೀತಾದ ಹಿನ್ನೆಲೆಯಲ್ಲಿ ಶಿಕ್ಷೆ ವಿಧಿಸಿ ಆದೇಶ ನೀಡಿದ್ದಾರೆ. ಸರ್ಕಾರದ ಪರ ಅಭಿಯೋಜಕರು ವಾದ ಮಂಡಿಸಿದ್ದರು. [34, 1049, 270, 1190]
udyoga-kicker: ಮಹಿಳೆಯರ ಆರ್ಥಿಕ ಸಬಲೀಕರಣಕ್ಕೆ ಒತ್ತು: ಶಾಸಕ ದರ್ಶನ್ ಪುಟ್ಟಣ್ಣಯ್ಯ [773, 1594, 1227, 1617]
column-rule-top-1 [612, 90, 613, 390]
gajendra-body-col [296, 1182, 474, 1580]
shivayogi-headline: ಡಿ.18ರಂದು ಸುತ್ತೂರಿನ ಶಿವರಾತ್ರೀಶ್ವರ ಶಿವಯೋಗಿ ಜಯಂತಿ [768, 1310, 1232, 1338]
issue-day: ಶನಿವಾರ [78, 20, 128, 42]
min-temp-label: ಕನಿಷ್ಠ [810, 22, 829, 35]
kiru-suddi-banner [34, 92, 264, 158]
photo-karaga-caption: ಕೃಷ್ಣರಾಜಪೇಟೆ ಪಟ್ಟಣದ ಶ್ರೀ ಚಾಮುಂಡೇಶ್ವರಿ ಅಮ್ಮನವರ ಕರಗ ಮಹೋತ್ಸವದ ಅಂಗವಾಗಿ ದೇವರ ಮೂರ್ತಿಗೆ ವಿಶೇಷ ಅಲಂಕಾರ ಮಾಡಲಾಯಿತು. [1000, 327, 1285, 357]
row-rule-1 [290, 396, 1310, 397]
photo-shivayogi-meeting [904, 1352, 1096, 1480]
photo-jayaram-pressmeet [898, 1012, 1302, 1142]
brief-3-headline: ಕೊಲೆ ಆರೋಪಿಗಳಿಗೆ ಜೀವಾವಧಿ ಶಿಕ್ಷೆ [40, 1020, 264, 1041]
lead-dateline: ಮಂಡ್ಯ : [296, 522, 329, 534]
edition-city: ಬೆಂಗಳೂರು [96, 66, 141, 80]
brief-3 [34, 1020, 270, 1580]
double-chevron-icon: » [234, 108, 253, 143]
photo-shakti-deity [752, 760, 1054, 950]
